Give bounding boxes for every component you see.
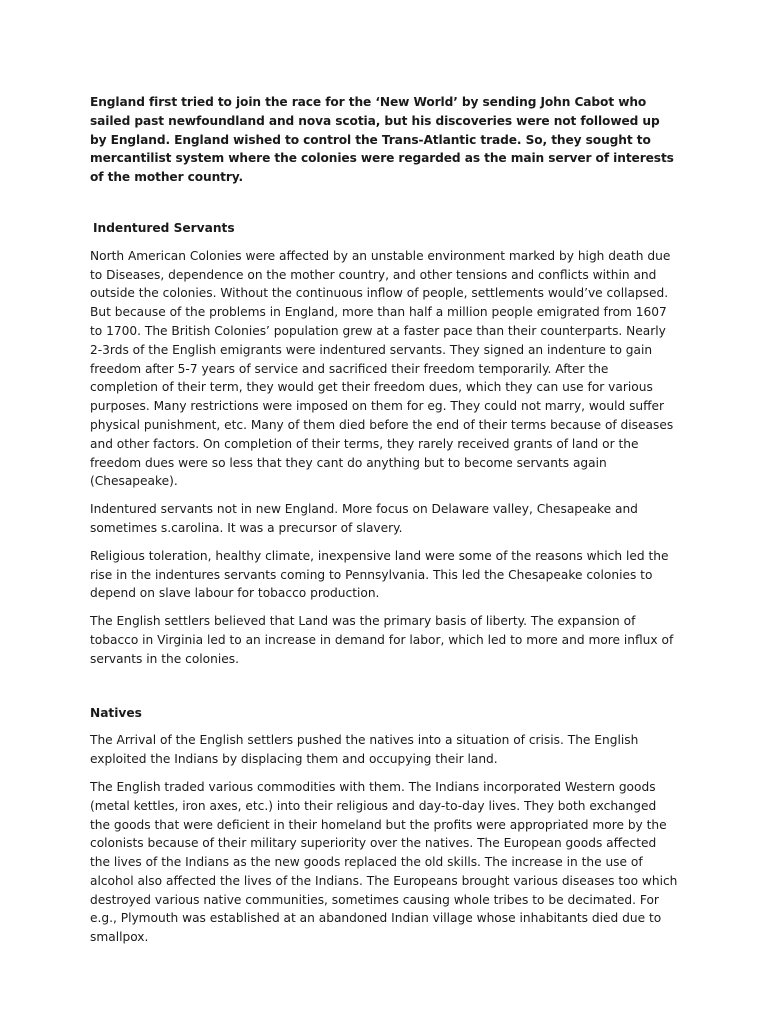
paragraph: The Arrival of the English settlers pushed the natives into a situation of crisis. The English exploited the Indians by displacing them and occupying their land. [90, 733, 639, 767]
paragraph: North American Colonies were affected by an unstable environment marked by high death due to Diseases, dependence on the mother country, and other tensions and conflicts within and outside the colonies. Without the continuous inflow of people, settlements would’ve collapsed. But because of the problems in England, more than half a million people emigrated from 1607 to 1700. The British Colonies’ population grew at a faster pace than their counterparts. Nearly 2-3rds of the English emigrants were indentured servants. They signed an indenture to gain freedom after 5-7 years of service and sacrificed their freedom temporarily. After the completion of their term, they would get their freedom dues, which they can use for various purposes. Many restrictions were imposed on them for eg. They could not marry, would suffer physical punishment, etc. Many of them died before the end of their terms because of diseases and other factors. On completion of their terms, they rarely received grants of land or the freedom dues were so less that they cant do anything but to become servants again (Chesapeake). [90, 248, 674, 489]
intro-paragraph: England first tried to join the race for the ‘New World’ by sending John Cabot who sailed past newfoundland and nova scotia, but his discoveries were not followed up by England. England wished to control the Trans-Atlantic trade. So, they sought to mercantilist system where the colonies were regarded as the main server of interests of the mother country. [90, 95, 674, 185]
paragraph: The English settlers believed that Land was the primary basis of liberty. The expansion of tobacco in Virginia led to an increase in demand for labor, which led to more and more influx of servants in the colonies. [90, 614, 674, 666]
paragraph: The English traded various commodities with them. The Indians incorporated Western goods (metal kettles, iron axes, etc.) into their religious and day-to-day lives. They both exchanged the goods that were deficient in their homeland but the profits were appropriated more by the colonists because of their military superiority over the natives. The European goods affected the lives of the Indians as the new goods replaced the old skills. The increase in the use of alcohol also affected the lives of the Indians. The Europeans brought various diseases too which destroyed various native communities, sometimes causing whole tribes to be decimated. For e.g., Plymouth was established at an abandoned Indian village whose inhabitants died due to smallpox. [90, 779, 678, 945]
section-heading-indentured-servants: Indentured Servants [93, 220, 235, 235]
section-heading-natives: Natives [90, 705, 142, 720]
paragraph: Indentured servants not in new England. More focus on Delaware valley, Chesapeake and sometimes s.carolina. It was a precursor of slavery. [90, 502, 638, 535]
document-page [90, 93, 680, 947]
paragraph: Religious toleration, healthy climate, inexpensive land were some of the reasons which led the rise in the indentures servants coming to Pennsylvania. This led the Chesapeake colonies to depend on slave labour for tobacco production. [90, 548, 669, 601]
